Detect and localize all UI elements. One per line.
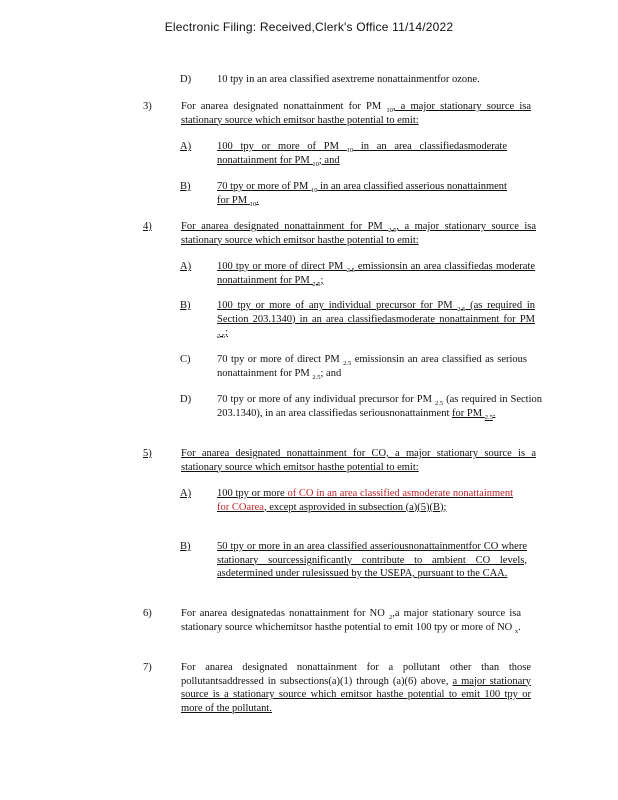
item-text: 100 tpy or more of direct PM $_{2.5}$ emissionsin an area classifiedas moderate nonattainment for PM $_{2.5}$;: [217, 261, 536, 288]
item-number: 3): [143, 101, 152, 112]
item-number: B): [180, 300, 191, 311]
inserted-text: of CO in an area classified asmoderate nonattainment for COarea: [217, 488, 513, 513]
item-number: D): [180, 74, 192, 85]
item-text: 100 tpy or more of PM $_{10}$ in an area classifiedasmoderate nonattainment for PM $_{10}$; and: [217, 141, 507, 168]
item-text: For anarea designated nonattainment for CO, a major stationary source is a stationary source which emitsor hasthe potential to emit:: [181, 448, 536, 473]
item-number: C): [180, 354, 191, 365]
item-number: A): [180, 261, 192, 272]
item-text: 100 tpy or more of any individual precursor for PM $_{2.5}$ (as required in Section 203.1340) in an area classifiedasmoderate nonattainment for PM $_{2.5}$;: [217, 300, 535, 341]
item-number: A): [180, 141, 192, 152]
item-number: 6): [143, 608, 152, 619]
item-number: 4): [143, 221, 152, 232]
item-text: For anarea designated nonattainment for a pollutant other than those pollutantsaddressed in subsections(a)(1) through (a)(6) above, a major stationary source is a stationary source which emitsor hasthe potential to emit 100 tpy or more of the pollutant.: [181, 662, 531, 714]
item-number: 7): [143, 662, 152, 673]
item-number: 5): [143, 448, 152, 459]
item-text: 70 tpy or more of direct PM $_{2.5}$ emissionsin an area classified as serious nonattainment for PM $_{2.5}$; and: [217, 354, 527, 381]
item-number: B): [180, 181, 191, 192]
item-text: 10 tpy in an area classified asextreme nonattainmentfor ozone.: [217, 74, 480, 85]
item-text: 70 tpy or more of any individual precursor for PM $_{2.5}$ (as required in Section 203.1340), in an area classifiedas seriousnonattainment for PM $_{2.5}$.: [217, 394, 543, 421]
item-number: D): [180, 394, 192, 405]
item-text: 70 tpy or more of PM $_{10}$ in an area classified asserious nonattainment for PM $_{10}$.: [217, 181, 507, 208]
item-text: 100 tpy or more of CO in an area classified asmoderate nonattainment for COarea, except asprovided in subsection (a)(5)(B);: [217, 488, 513, 513]
item-number: B): [180, 541, 191, 552]
filing-stamp-header: Electronic Filing: Received,Clerk's Office 11/14/2022: [164, 20, 454, 34]
item-number: A): [180, 488, 192, 499]
item-text: For anarea designated nonattainment for PM $_{2.5}$, a major stationary source isa stationary source which emitsor hasthe potential to emit:: [181, 221, 536, 246]
item-text: 50 tpy or more in an area classified asseriousnonattainmentfor CO where stationary sourcessignificantly contribute to ambient CO levels, asdetermined under rulesissued by the USEPA, pursuant to the CAA.: [217, 541, 527, 579]
item-text: For anarea designated nonattainment for PM $_{10}$, a major stationary source isa stationary source which emitsor hasthe potential to emit:: [181, 101, 531, 126]
item-text: For anarea designatedas nonattainment for NO $_2$,a major stationary source isa stationary source whichemitsor hasthe potential to emit 100 tpy or more of NO $_x$.: [181, 608, 521, 635]
